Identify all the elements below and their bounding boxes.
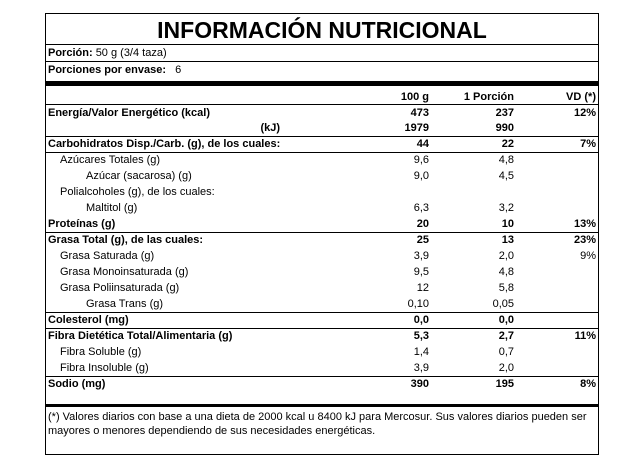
value-per-portion: 237	[495, 107, 514, 119]
footnote-rule	[46, 404, 598, 407]
portion-line	[48, 47, 167, 60]
value-per-100g: 473	[410, 107, 429, 119]
value-per-portion: 0,0	[498, 314, 514, 326]
value-per-100g: 1,4	[413, 346, 429, 358]
column-header-dv: VD (*)	[566, 91, 596, 103]
nutrient-name: Polialcoholes (g), de los cuales:	[60, 186, 215, 198]
value-per-100g: 3,9	[413, 362, 429, 374]
daily-value: 7%	[580, 138, 596, 150]
value-per-portion: 195	[495, 378, 514, 390]
daily-value: 23%	[573, 234, 596, 246]
value-per-100g: 9,0	[413, 170, 429, 182]
value-per-portion: 990	[495, 122, 514, 134]
nutrient-name: Energía/Valor Energético (kcal)	[48, 107, 211, 119]
header-rule	[46, 104, 598, 105]
daily-value: 11%	[574, 330, 596, 342]
value-per-portion: 13	[501, 234, 514, 246]
value-per-portion: 4,8	[498, 266, 514, 278]
nutrient-name: Colesterol (mg)	[48, 314, 129, 326]
nutrient-row	[46, 345, 598, 360]
daily-value: 8%	[580, 378, 596, 390]
value-per-portion: 5,8	[498, 282, 514, 294]
value-per-portion: 2,0	[498, 250, 514, 262]
nutrient-name: Fibra Dietética Total/Alimentaria (g)	[48, 330, 233, 342]
value-per-100g: 390	[410, 378, 429, 390]
column-header-100g: 100 g	[400, 91, 429, 103]
nutrient-row	[46, 361, 598, 376]
nutrient-row	[46, 106, 598, 121]
nutrient-row	[46, 249, 598, 264]
nutrient-row	[46, 137, 598, 152]
nutrient-row	[46, 169, 598, 184]
nutrient-name: Fibra Soluble (g)	[60, 346, 142, 358]
footnote: (*) Valores diarios con base a una dieta de 2000 kcal u 8400 kJ para Mercosur. Sus valores diarios pueden ser mayores o menores dependiendo de sus necesidades energéticas.	[48, 411, 587, 437]
nutrient-row	[46, 281, 598, 296]
nutrition-label	[45, 13, 599, 455]
value-per-portion: 0,05	[492, 298, 514, 310]
value-per-100g: 9,5	[413, 266, 429, 278]
nutrient-row	[46, 121, 598, 136]
value-per-portion: 22	[501, 138, 514, 150]
nutrient-row	[46, 233, 598, 248]
nutrient-row	[46, 185, 598, 200]
nutrient-row	[46, 297, 598, 312]
value-per-100g: 20	[416, 218, 429, 230]
nutrient-name: Maltitol (g)	[86, 202, 138, 214]
value-per-100g: 0,10	[407, 298, 429, 310]
value-per-100g: 6,3	[413, 202, 429, 214]
nutrient-name: Grasa Poliinsaturada (g)	[60, 282, 180, 294]
servings-per-pack-line	[48, 64, 181, 77]
nutrient-name: Grasa Monoinsaturada (g)	[60, 266, 189, 278]
header-thick-rule	[46, 81, 598, 86]
portion-value: 50 g (3/4 taza)	[95, 47, 167, 59]
value-per-portion: 4,8	[498, 154, 514, 166]
nutrient-name: Azúcares Totales (g)	[60, 154, 161, 166]
nutrient-row	[46, 217, 598, 232]
value-per-portion: 2,7	[498, 330, 514, 342]
value-per-100g: 12	[416, 282, 429, 294]
portion-label: Porción:	[48, 47, 93, 59]
nutrient-name: Carbohidratos Disp./Carb. (g), de los cuales:	[48, 138, 281, 150]
daily-value: 12%	[573, 107, 596, 119]
nutrient-name: Grasa Trans (g)	[86, 298, 164, 310]
value-per-portion: 4,5	[498, 170, 514, 182]
value-per-100g: 44	[416, 138, 429, 150]
value-per-100g: 1979	[404, 122, 429, 134]
nutrient-row	[46, 153, 598, 168]
nutrient-name: Fibra Insoluble (g)	[60, 362, 149, 374]
nutrient-name: Sodio (mg)	[48, 378, 106, 390]
nutrient-row	[46, 201, 598, 216]
servings-per-pack-value: 6	[175, 64, 182, 76]
servings-per-pack-label: Porciones por envase:	[48, 64, 166, 76]
nutrient-name: Grasa Total (g), de las cuales:	[48, 234, 204, 246]
nutrient-name: Azúcar (sacarosa) (g)	[86, 170, 192, 182]
label-title: INFORMACIÓN NUTRICIONAL	[46, 14, 598, 45]
daily-value: 9%	[580, 250, 596, 262]
value-per-100g: 5,3	[413, 330, 429, 342]
nutrient-name: Grasa Saturada (g)	[60, 250, 155, 262]
value-per-portion: 10	[501, 218, 514, 230]
nutrient-row	[46, 313, 598, 328]
nutrient-name: (kJ)	[260, 122, 280, 134]
nutrient-row	[46, 329, 598, 344]
value-per-100g: 9,6	[413, 154, 429, 166]
value-per-portion: 0,7	[498, 346, 514, 358]
daily-value: 13%	[573, 218, 596, 230]
value-per-100g: 25	[416, 234, 429, 246]
serving-divider	[46, 61, 598, 62]
nutrient-row	[46, 265, 598, 280]
value-per-100g: 0,0	[413, 314, 429, 326]
column-header-portion: 1 Porción	[463, 91, 514, 103]
value-per-portion: 2,0	[498, 362, 514, 374]
value-per-portion: 3,2	[498, 202, 514, 214]
nutrient-row	[46, 377, 598, 392]
nutrient-name: Proteínas (g)	[48, 218, 116, 230]
value-per-100g: 3,9	[413, 250, 429, 262]
